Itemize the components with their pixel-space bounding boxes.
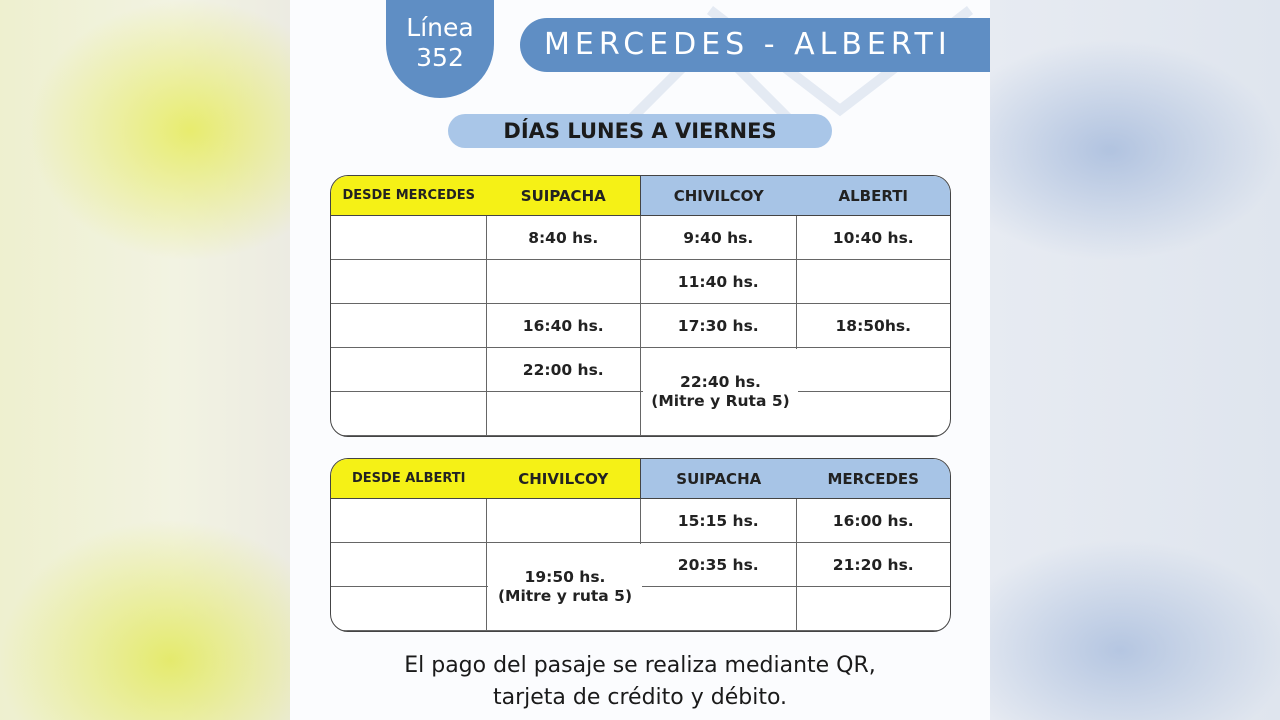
table-cell: 10:40 hs. xyxy=(832,228,914,247)
table-cell xyxy=(797,392,951,435)
table-cell xyxy=(331,216,487,259)
table-cell xyxy=(331,304,487,347)
table-cell xyxy=(331,348,487,391)
table-cell: 16:40 hs. xyxy=(487,304,642,347)
header-stop: CHIVILCOY xyxy=(487,459,642,498)
badge-number: 352 xyxy=(416,43,464,72)
table-cell: 8:40 hs. xyxy=(487,216,642,259)
table-cell xyxy=(331,543,487,586)
badge-label: Línea xyxy=(406,13,474,42)
schedule-table-from-alberti xyxy=(330,458,951,632)
table-cell xyxy=(797,260,951,303)
table-row xyxy=(331,216,950,260)
table-cell: 16:00 hs. xyxy=(832,511,914,530)
line-number-badge xyxy=(386,0,494,98)
header-stop: ALBERTI xyxy=(797,176,951,215)
table-cell xyxy=(487,499,642,542)
merged-time-cell xyxy=(488,544,642,630)
departure-time: 19:50 hs. xyxy=(524,568,606,586)
table-row xyxy=(331,304,950,348)
table-cell: 20:35 hs. xyxy=(641,543,797,586)
blurred-background-right xyxy=(990,0,1280,720)
departure-note: (Mitre y Ruta 5) xyxy=(651,392,790,410)
table-cell xyxy=(331,499,487,542)
payment-note-line: tarjeta de crédito y débito. xyxy=(492,685,788,710)
table-cell xyxy=(797,348,951,391)
table-cell: 22:00 hs. xyxy=(487,348,642,391)
header-stop: CHIVILCOY xyxy=(641,176,797,215)
header-stop: SUIPACHA xyxy=(487,176,642,215)
table-row xyxy=(331,260,950,304)
table-cell: 9:40 hs. xyxy=(641,216,797,259)
schedule-table-from-mercedes xyxy=(330,175,951,437)
table-cell xyxy=(331,392,487,435)
table-cell xyxy=(487,260,642,303)
table-body xyxy=(331,499,950,631)
table-cell: 11:40 hs. xyxy=(641,260,797,303)
schedule-sheet xyxy=(290,0,990,720)
table-row xyxy=(331,392,950,436)
days-label: DÍAS LUNES A VIERNES xyxy=(448,114,832,148)
table-cell: 17:30 hs. xyxy=(641,304,797,347)
table-cell: 21:20 hs. xyxy=(832,555,914,574)
payment-note xyxy=(290,650,990,714)
departure-note: (Mitre y ruta 5) xyxy=(497,587,633,605)
header-stop: MERCEDES xyxy=(797,459,951,498)
header-origin: DESDE MERCEDES xyxy=(331,176,487,215)
table-row xyxy=(331,499,950,543)
table-cell: 15:15 hs. xyxy=(641,499,797,542)
table-body xyxy=(331,216,950,436)
table-cell: 18:50hs. xyxy=(835,316,911,335)
table-cell xyxy=(797,587,951,630)
table-cell xyxy=(331,587,487,630)
departure-time: 22:40 hs. xyxy=(680,373,761,391)
header-origin: DESDE ALBERTI xyxy=(331,459,487,498)
table-row xyxy=(331,348,950,392)
blurred-background-left xyxy=(0,0,290,720)
merged-time-cell xyxy=(643,349,798,435)
table-cell xyxy=(641,587,797,630)
payment-note-line: El pago del pasaje se realiza mediante QR, xyxy=(404,653,876,678)
table-cell xyxy=(487,392,642,435)
route-title: MERCEDES - ALBERTI xyxy=(520,18,990,72)
table-cell xyxy=(331,260,487,303)
header-stop: SUIPACHA xyxy=(641,459,797,498)
table-header xyxy=(331,176,950,216)
table-header xyxy=(331,459,950,499)
